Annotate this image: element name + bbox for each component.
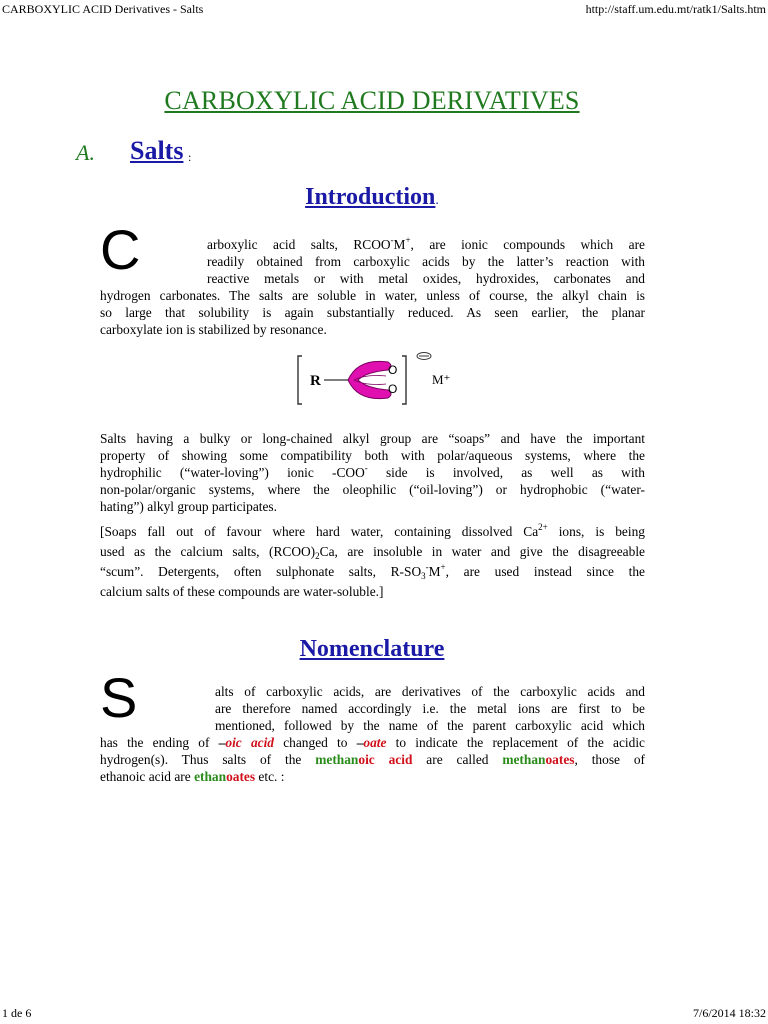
text-span: to indicate the replacement of the acidic [386, 735, 646, 750]
text-line: are therefore named accordingly i.e. the metal ions are first to be [215, 701, 645, 716]
page-number: 1 de 6 [2, 1006, 32, 1020]
text-span: arboxylic acid salts, RCOO [207, 237, 391, 252]
text-line [100, 751, 645, 768]
section-title-link[interactable]: Salts [130, 136, 184, 165]
text-line: hating”) alkyl group participates. [100, 499, 277, 514]
text-line [100, 768, 645, 785]
browser-page-title: CARBOXYLIC ACID Derivatives - Salts [2, 2, 204, 16]
text-span: , those of [574, 752, 645, 767]
highlight-suffix: oates [545, 752, 575, 767]
superscript: + [440, 562, 446, 572]
highlight-stem: methan [315, 752, 359, 767]
text-line: reactive metals or with metal oxides, hydroxides, carbonates and [207, 271, 645, 286]
text-span: ethanoic acid are [100, 769, 195, 784]
text-line [100, 734, 645, 751]
text-span: etc. : [255, 769, 285, 784]
carboxylate-structure-diagram [296, 352, 466, 408]
intro-dropcap: C [100, 218, 141, 281]
text-line: hydrogen carbonates. The salts are soluble in water, unless of course, the alkyl chain is [100, 288, 645, 303]
text-span: , are ionic compounds which are [410, 237, 645, 252]
introduction-heading-link[interactable]: Introduction [305, 184, 436, 210]
page-url: http://staff.um.edu.mt/ratk1/Salts.htm [585, 2, 766, 16]
text-line: Salts having a bulky or long-chained alkyl group are “soaps” and have the important [100, 431, 645, 446]
metal-cation-label: M⁺ [432, 372, 451, 387]
text-line [100, 464, 645, 481]
intro-paragraph-top [207, 236, 645, 287]
introduction-heading [0, 184, 744, 211]
section-colon: : [188, 150, 192, 164]
hard-water-paragraph [100, 522, 645, 602]
text-line: non-polar/organic systems, where the oleophilic (“oil-loving”) or hydrophobic (“water- [100, 482, 645, 497]
left-bracket [298, 356, 302, 404]
section-letter: A. [76, 140, 95, 165]
highlight-stem: ethan [194, 769, 227, 784]
superscript: - [390, 235, 394, 245]
text-span: M [428, 564, 441, 579]
intro-paragraph-bottom [100, 287, 645, 338]
text-line: carboxylate ion is stabilized by resonance. [100, 322, 327, 337]
text-span: changed to [274, 735, 357, 750]
text-span: “scum”. Detergents, often sulphonate salts, R-SO [100, 564, 422, 579]
superscript: 2+ [538, 522, 548, 532]
dash: – [218, 735, 226, 750]
oxygen-label: O [388, 382, 398, 396]
text-span: hydrogen(s). Thus salts of the [100, 752, 316, 767]
superscript: + [405, 235, 411, 245]
highlight-suffix: oates [226, 769, 256, 784]
superscript: - [364, 463, 368, 473]
subscript: 2 [315, 551, 320, 561]
nomenclature-paragraph-top [215, 683, 645, 734]
text-line [100, 562, 645, 582]
text-line: property of showing some compatibility both with polar/aqueous systems, where the [100, 448, 645, 463]
text-line [100, 522, 645, 542]
text-line: so large that solubility is again substantially reduced. As seen earlier, the planar [100, 305, 645, 320]
text-line [207, 236, 645, 253]
subscript: 3 [421, 571, 426, 581]
print-datetime: 7/6/2014 18:32 [692, 1006, 766, 1020]
text-line: readily obtained from carboxylic acids by the latter’s reaction with [207, 254, 645, 269]
text-span: M [393, 237, 406, 252]
nomenclature-paragraph-bottom [100, 734, 645, 785]
text-span: has the ending of [100, 735, 219, 750]
text-span: hydrophilic (“water-loving”) ionic -COO [100, 465, 365, 480]
heading-dot: . [435, 193, 439, 208]
oxygen-label: O [388, 363, 398, 377]
highlight-suffix: oic acid [358, 752, 413, 767]
text-span: [Soaps fall out of favour where hard water, containing dissolved Ca [100, 524, 539, 539]
nomenclature-dropcap: S [100, 666, 138, 729]
dash: – [356, 735, 364, 750]
superscript: - [425, 562, 429, 572]
text-span: Ca, are insoluble in water and give the disagreeable [319, 544, 645, 559]
page-title: CARBOXYLIC ACID DERIVATIVES [164, 86, 580, 115]
text-span: are called [412, 752, 503, 767]
text-span: ions, is being [547, 524, 645, 539]
soaps-paragraph [100, 430, 645, 515]
right-bracket [402, 356, 406, 404]
r-group-label: R [310, 373, 321, 389]
text-line: calcium salts of these compounds are water-soluble.] [100, 584, 384, 599]
text-span: side is involved, as well as with [367, 465, 645, 480]
text-span: used as the calcium salts, (RCOO) [100, 544, 316, 559]
highlight-suffix: oate [363, 735, 387, 750]
text-span: , are used instead since the [445, 564, 645, 579]
text-line: mentioned, followed by the name of the parent carboxylic acid which [215, 718, 645, 733]
nomenclature-heading-link[interactable]: Nomenclature [299, 636, 445, 662]
text-line: alts of carboxylic acids, are derivatives of the carboxylic acids and [215, 684, 645, 699]
highlight-suffix: oic acid [225, 735, 275, 750]
text-line [100, 542, 645, 562]
highlight-stem: methan [502, 752, 546, 767]
